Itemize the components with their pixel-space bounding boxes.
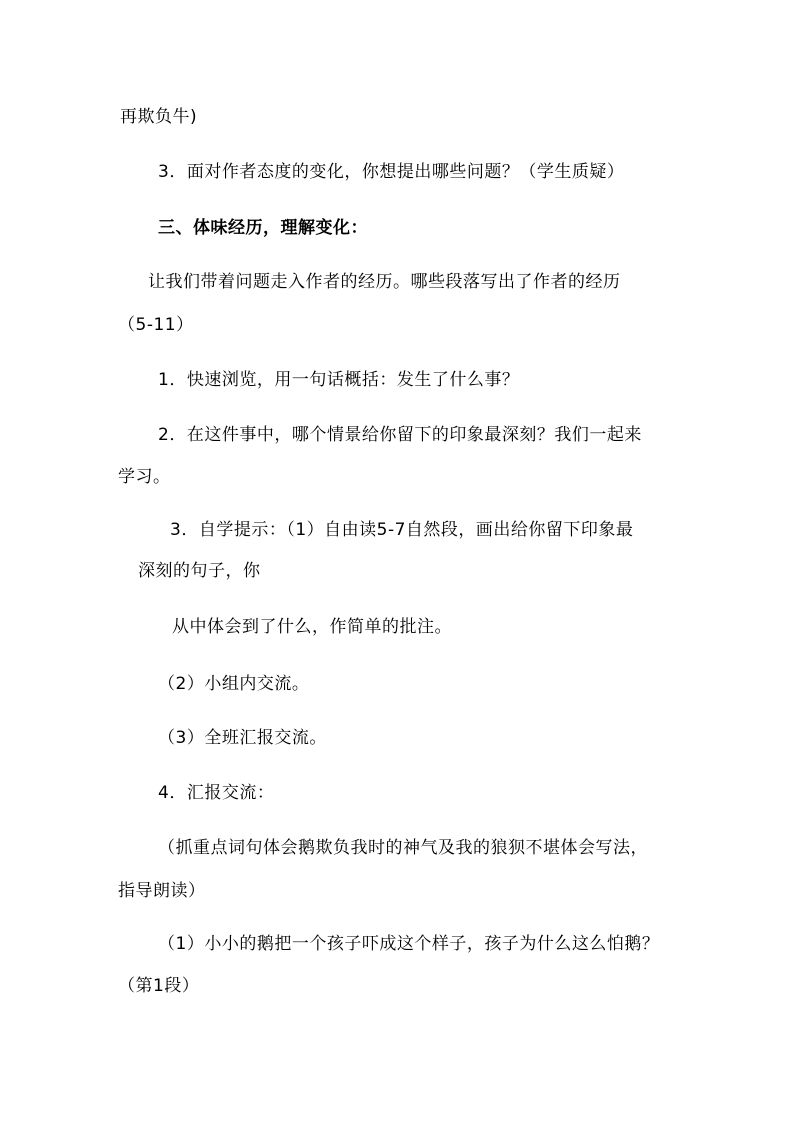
text-line: （2）小组内交流。 [158, 674, 310, 694]
text-line: 从中体会到了什么，作简单的批注。 [172, 617, 452, 637]
text-line: 1．快速浏览，用一句话概括：发生了什么事？ [158, 370, 520, 390]
text-line: 再欺负牛) [120, 107, 198, 127]
text-line: （第1段） [118, 976, 200, 996]
text-line: （1）小小的鹅把一个孩子吓成这个样子，孩子为什么这么怕鹅？ [158, 934, 660, 954]
text-line: （抓重点词句体会鹅欺负我时的神气及我的狼狈不堪体会写法， [158, 838, 648, 858]
text-line: （3）全班汇报交流。 [158, 728, 327, 748]
text-line: 深刻的句子，你 [138, 561, 261, 581]
text-line: 3．自学提示：（1）自由读5-7自然段，画出给你留下印象最 [170, 520, 634, 540]
text-line: 学习。 [118, 467, 171, 487]
text-line: 4．汇报交流： [158, 783, 275, 803]
text-line: 指导朗读） [118, 881, 206, 901]
text-line: 让我们带着问题走入作者的经历。哪些段落写出了作者的经历 [148, 272, 621, 292]
section-heading: 三、体味经历，理解变化： [158, 218, 368, 238]
text-line: 3．面对作者态度的变化，你想提出哪些问题？（学生质疑） [158, 162, 625, 182]
text-line: （5-11） [118, 315, 194, 335]
text-line: 2．在这件事中，哪个情景给你留下的印象最深刻？我们一起来 [158, 425, 642, 445]
